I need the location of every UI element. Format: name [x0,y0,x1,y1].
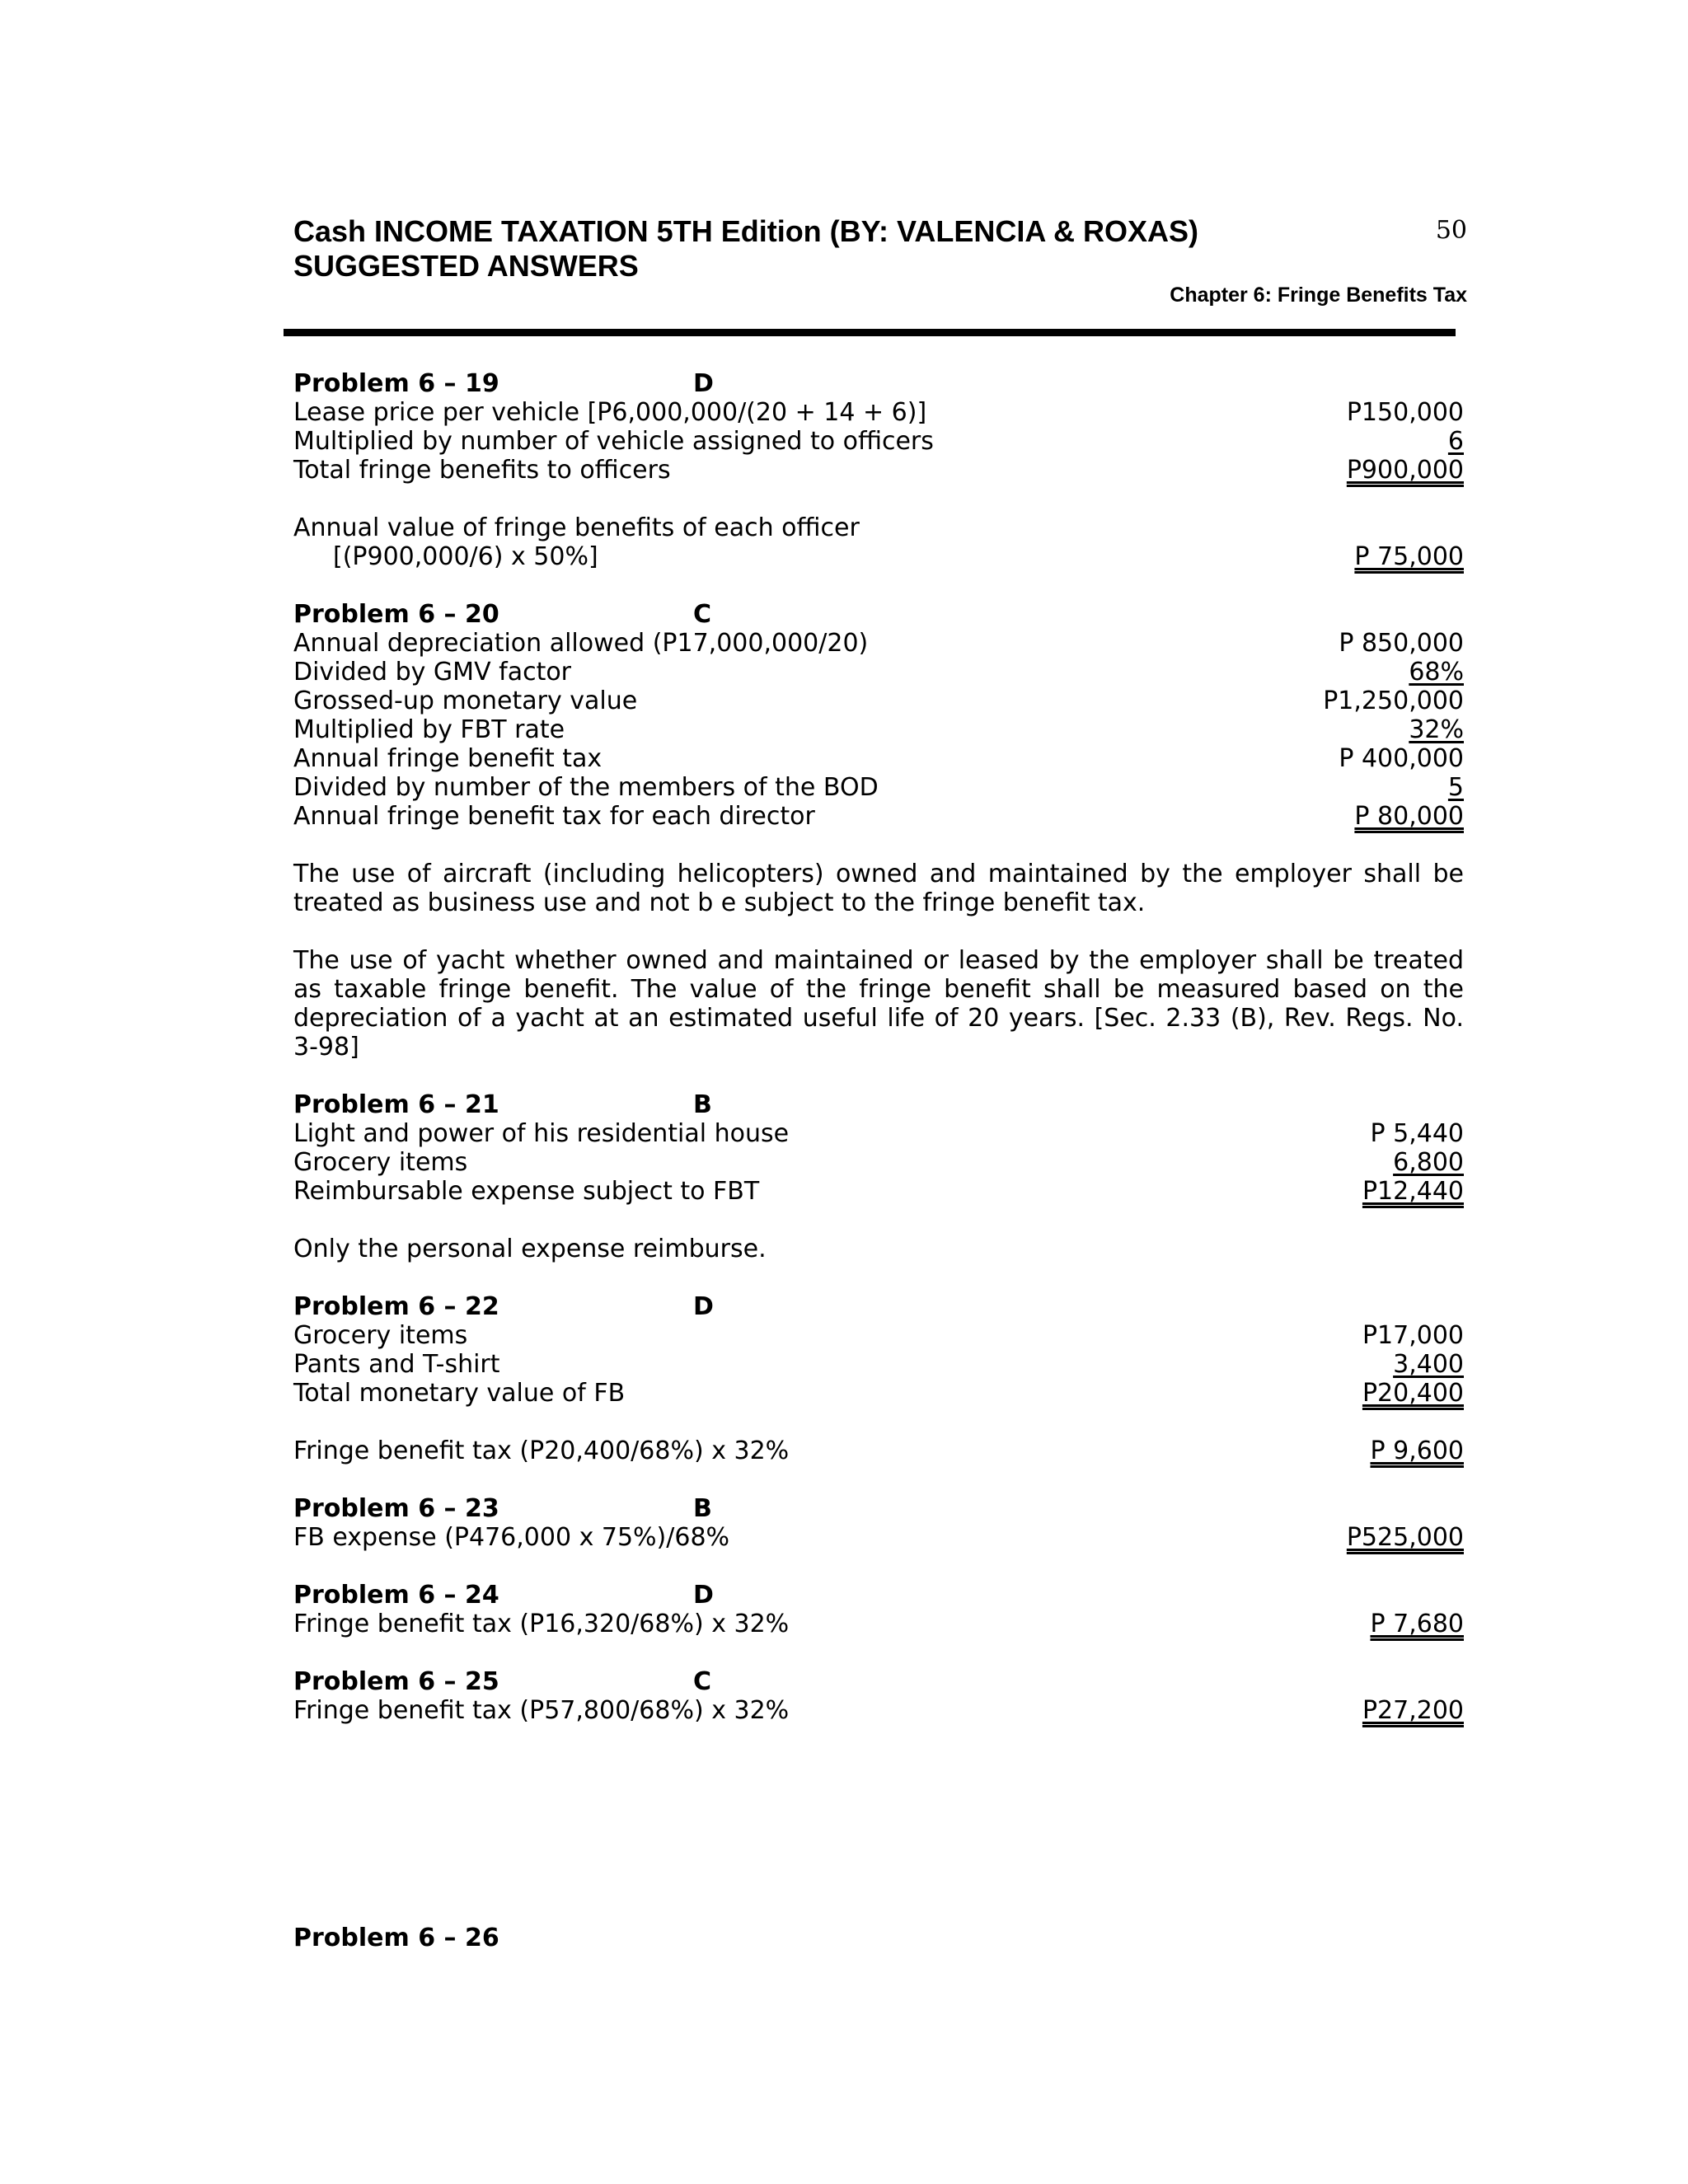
problem-answer: D [693,1581,714,1610]
row-total: P525,000 [1346,1523,1464,1552]
problem-6-21 [293,1090,1464,1206]
row-total: P 9,600 [1370,1436,1464,1465]
chapter-label: Chapter 6: Fringe Benefits Tax [1170,284,1467,307]
row-amount: P 5,440 [1370,1119,1464,1148]
row-total: P27,200 [1362,1696,1464,1725]
problem-6-22 [293,1292,1464,1408]
row-total: P900,000 [1346,456,1464,485]
row-amount: P17,000 [1362,1321,1464,1350]
problem-heading [293,1494,1464,1523]
problem-6-24 [293,1581,1464,1638]
page-number: 50 [1435,216,1467,245]
computation-row [293,658,1464,687]
computation-row [293,1523,1464,1552]
computation-row [293,456,1464,485]
problem-heading [293,1581,1464,1610]
row-label: FB expense (P476,000 x 75%)/68% [293,1523,730,1552]
problem-answer: B [693,1494,712,1523]
problem-6-25 [293,1667,1464,1725]
computation-row [293,1610,1464,1638]
computation-row [293,513,1464,542]
problem-title: Problem 6 – 23 [293,1494,499,1523]
computation-row [293,1177,1464,1206]
row-label: Fringe benefit tax (P57,800/68%) x 32% [293,1696,790,1725]
problem-6-19 [293,369,1464,485]
answers-body [293,369,1464,1952]
row-total: P12,440 [1362,1177,1464,1206]
row-amount: P150,000 [1346,398,1464,427]
problem-heading [293,1292,1464,1321]
row-label: Multiplied by number of vehicle assigned to officers [293,427,934,456]
computation-row [293,427,1464,456]
computation-row [293,629,1464,658]
row-label: Fringe benefit tax (P20,400/68%) x 32% [293,1436,790,1465]
row-total: P 7,680 [1370,1610,1464,1638]
row-amount: 68% [1409,658,1464,687]
computation-row [293,1148,1464,1177]
problem-heading [293,1090,1464,1119]
row-amount: 6,800 [1393,1148,1464,1177]
computation-row [293,1350,1464,1379]
computation-row [293,1379,1464,1408]
row-label: Annual fringe benefit tax for each director [293,802,815,831]
problem-6-19-annual [293,513,1464,571]
row-label: Grocery items [293,1321,468,1350]
row-label: [(P900,000/6) x 50%] [333,542,598,571]
problem-title: Problem 6 – 25 [293,1667,499,1696]
problem-6-26 [293,1924,1464,1952]
row-label: Reimbursable expense subject to FBT [293,1177,760,1206]
row-amount: P1,250,000 [1323,687,1464,715]
problem-heading [293,1667,1464,1696]
row-amount: 32% [1409,715,1464,744]
row-label: Pants and T-shirt [293,1350,500,1379]
computation-row [293,715,1464,744]
problem-answer: B [693,1090,712,1119]
note-text: Only the personal expense reimburse. [293,1235,767,1263]
problem-6-22-tax [293,1436,1464,1465]
problem-heading [293,600,1464,629]
problem-answer: C [693,1667,712,1696]
row-amount: P 850,000 [1339,629,1464,658]
computation-row [293,802,1464,831]
problem-answer: D [693,369,714,398]
row-label: Multiplied by FBT rate [293,715,565,744]
row-label: Fringe benefit tax (P16,320/68%) x 32% [293,1610,790,1638]
problem-title: Problem 6 – 20 [293,600,499,629]
problem-title: Problem 6 – 19 [293,369,499,398]
computation-row [293,542,1464,571]
title-line-2: SUGGESTED ANSWERS [293,249,639,283]
row-label: Divided by number of the members of the BOD [293,773,879,802]
computation-row [293,1119,1464,1148]
row-label: Divided by GMV factor [293,658,572,687]
row-label: Grocery items [293,1148,468,1177]
computation-row [293,1321,1464,1350]
explanation-paragraph: The use of yacht whether owned and maintained or leased by the employer shall be treated as taxable fringe benefit. The value of the fringe benefit shall be measured based on the depreciation of a yacht at an estimated useful life of 20 years. [Sec. 2.33 (B), Rev. Regs. No. 3-98] [293,946,1464,1062]
title-line-1: Cash INCOME TAXATION 5TH Edition (BY: VALENCIA & ROXAS) [293,214,1198,248]
computation-row [293,1436,1464,1465]
row-label: Annual depreciation allowed (P17,000,000/20) [293,629,869,658]
computation-row [293,687,1464,715]
row-label: Lease price per vehicle [P6,000,000/(20 + 14 + 6)] [293,398,927,427]
problem-6-23 [293,1494,1464,1552]
row-total: P 80,000 [1354,802,1464,831]
computation-row [293,1696,1464,1725]
explanation-paragraph: The use of aircraft (including helicopters) owned and maintained by the employer shall be treated as business use and not b e subject to the fringe benefit tax. [293,860,1464,917]
row-label: Total monetary value of FB [293,1379,626,1408]
problem-title: Problem 6 – 24 [293,1581,499,1610]
computation-row [293,398,1464,427]
row-label: Grossed-up monetary value [293,687,638,715]
problem-title: Problem 6 – 26 [293,1924,499,1952]
row-label: Total fringe benefits to officers [293,456,671,485]
row-label: Light and power of his residential house [293,1119,790,1148]
row-amount: 5 [1447,773,1464,802]
row-label: Annual value of fringe benefits of each officer [293,513,860,542]
row-total: P20,400 [1362,1379,1464,1408]
problem-answer: D [693,1292,714,1321]
row-amount: 3,400 [1393,1350,1464,1379]
problem-heading [293,369,1464,398]
problem-answer: C [693,600,712,629]
computation-row [293,744,1464,773]
row-amount: P 400,000 [1339,744,1464,773]
row-total: P 75,000 [1354,542,1464,571]
computation-row [293,773,1464,802]
problem-6-20 [293,600,1464,831]
problem-title: Problem 6 – 21 [293,1090,499,1119]
row-label: Annual fringe benefit tax [293,744,603,773]
problem-title: Problem 6 – 22 [293,1292,499,1321]
row-amount: 6 [1447,427,1464,456]
document-title [293,214,1198,284]
header-rule [284,329,1456,336]
